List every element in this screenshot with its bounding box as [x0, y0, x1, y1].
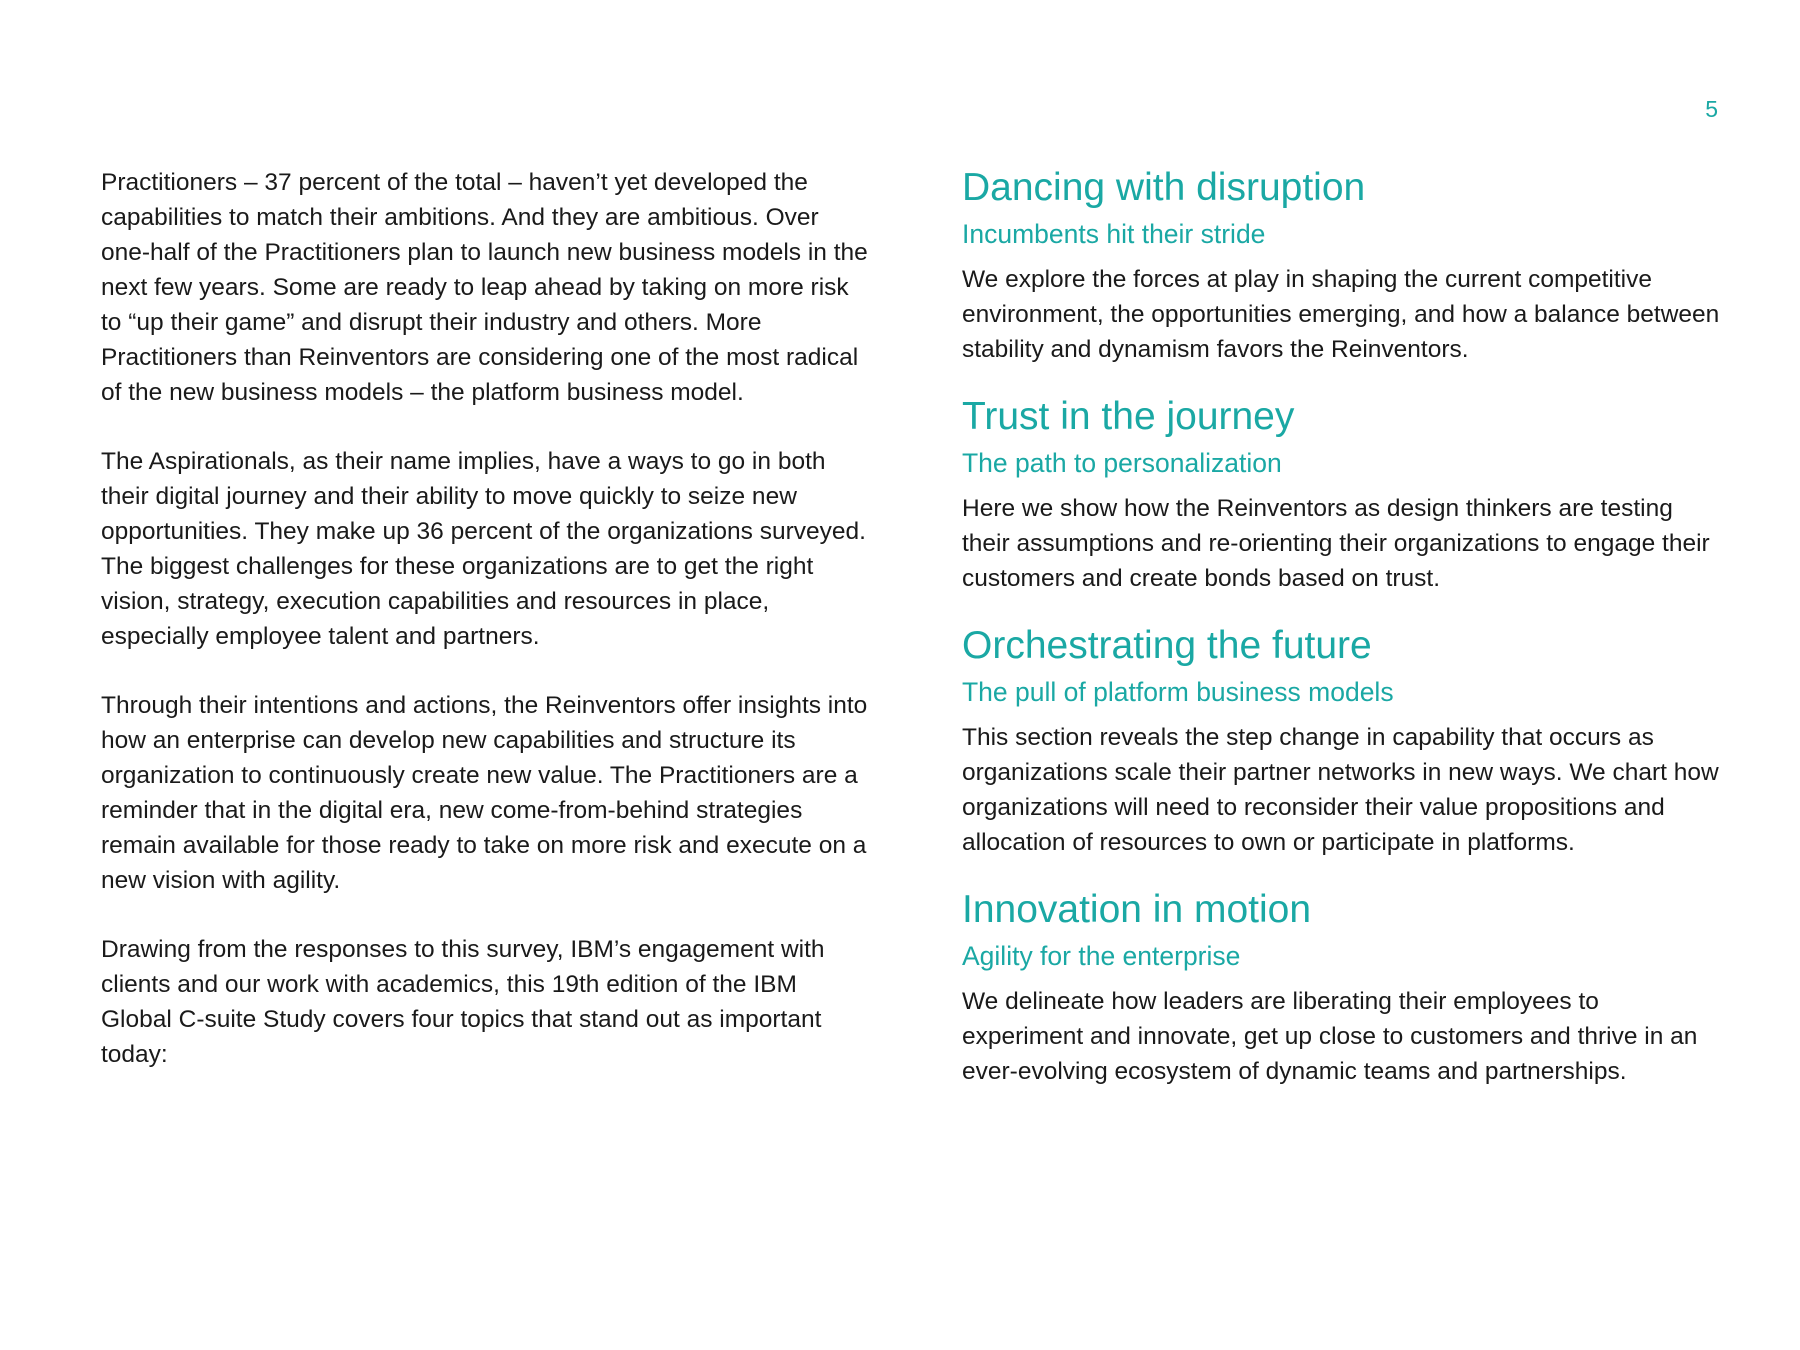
topic-title: Dancing with disruption: [962, 166, 1366, 209]
topic-subtitle: The pull of platform business models: [962, 677, 1394, 707]
intro-paragraph-practitioners: Practitioners – 37 percent of the total – haven’t yet developed the capabilities to match their ambitions. And they are ambitious. Over one-half of the Practitioners plan to launch new business models in the next few years. Some are ready to leap ahead by taking on more risk to “up their game” and disrupt their industry and others. More Practitioners than Reinventors are considering one of the most radical of the new business models – the platform business model.: [101, 169, 868, 406]
topic-body: Here we show how the Reinventors as design thinkers are testing their assumptions and re-orienting their organizations to engage their customers and create bonds based on trust.: [962, 495, 1710, 592]
topic-body: We explore the forces at play in shaping the current competitive environment, the opportunities emerging, and how a balance between stability and dynamism favors the Reinventors.: [962, 266, 1720, 363]
topic-subtitle: Agility for the enterprise: [962, 941, 1241, 971]
topic-body: We delineate how leaders are liberating their employees to experiment and innovate, get up close to customers and thrive in an ever-evolving ecosystem of dynamic teams and partnerships.: [962, 988, 1698, 1085]
topics-column: [962, 162, 1722, 1113]
topic-trust-in-the-journey: [962, 391, 1722, 596]
intro-paragraph-reinventors: Through their intentions and actions, the Reinventors offer insights into how an enterprise can develop new capabilities and structure its organization to continuously create new value. The Practitioners are a reminder that in the digital era, new come-from-behind strategies remain available for those ready to take on more risk and execute on a new vision with agility.: [101, 692, 868, 894]
topic-body: This section reveals the step change in capability that occurs as organizations scale their partner networks in new ways. We chart how organizations will need to reconsider their value propositions and allocation of resources to own or participate in platforms.: [962, 724, 1719, 856]
topic-subtitle: The path to personalization: [962, 448, 1282, 478]
topic-title: Trust in the journey: [962, 395, 1295, 438]
topic-title: Innovation in motion: [962, 888, 1312, 931]
topic-subtitle: Incumbents hit their stride: [962, 219, 1266, 249]
topic-innovation-in-motion: [962, 884, 1722, 1089]
intro-paragraph-aspirationals: The Aspirationals, as their name implies, have a ways to go in both their digital journey and their ability to move quickly to seize new opportunities. They make up 36 percent of the organizations surveyed. The biggest challenges for these organizations are to get the right vision, strategy, execution capabilities and resources in place, especially employee talent and partners.: [101, 448, 866, 650]
topic-title: Orchestrating the future: [962, 624, 1372, 667]
page-number: 5: [1705, 96, 1718, 122]
topic-orchestrating-the-future: [962, 620, 1722, 860]
intro-column: [101, 165, 871, 1106]
topic-dancing-with-disruption: [962, 162, 1722, 367]
intro-paragraph-study-topics: Drawing from the responses to this survey, IBM’s engagement with clients and our work with academics, this 19th edition of the IBM Global C-suite Study covers four topics that stand out as important today:: [101, 936, 825, 1068]
